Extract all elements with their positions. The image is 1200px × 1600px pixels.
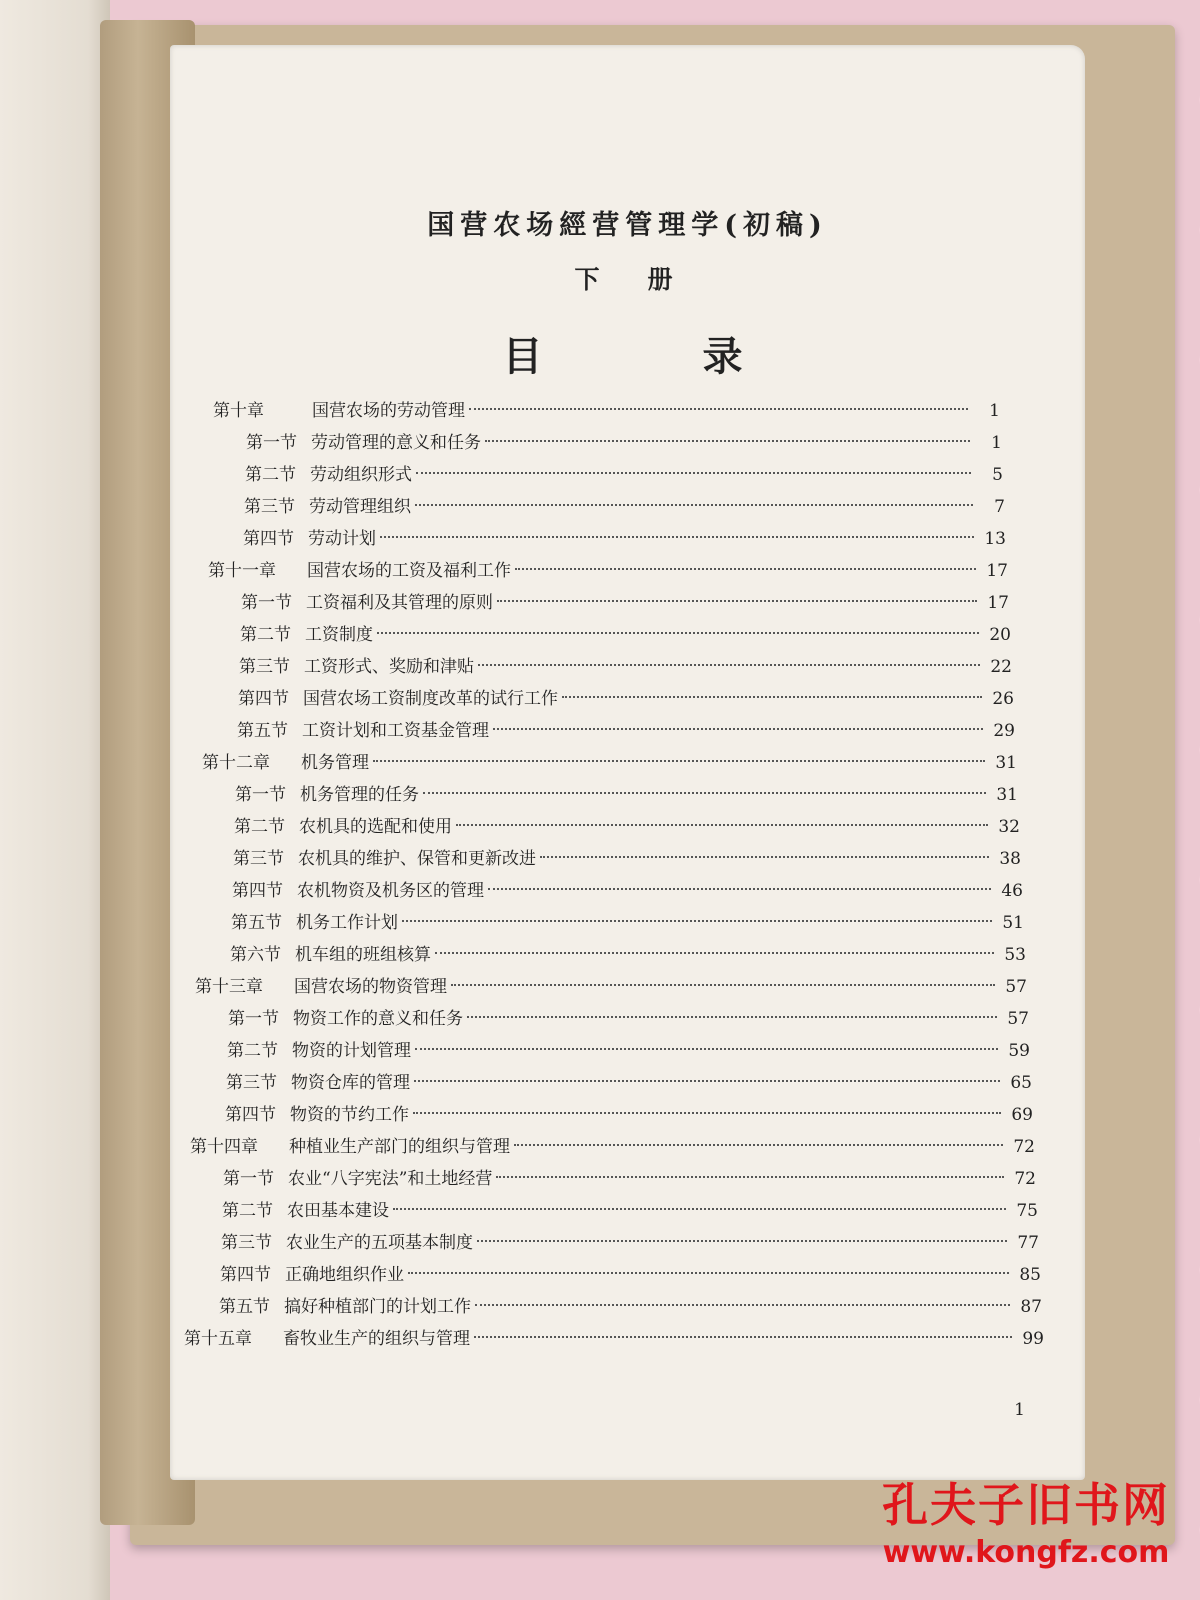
dot-leader xyxy=(485,440,970,442)
toc-entry-label: 第三节 xyxy=(244,497,295,517)
toc-entry-title: 正确地组织作业 xyxy=(285,1265,404,1285)
dot-leader xyxy=(456,824,988,826)
toc-entry-label: 第五节 xyxy=(237,721,288,741)
toc-entry-page: 53 xyxy=(1004,945,1026,965)
toc-entry-title: 工资福利及其管理的原则 xyxy=(306,593,493,613)
toc-chapter-row xyxy=(198,555,1008,587)
toc-section-row xyxy=(196,619,1011,651)
toc-entry-page: 87 xyxy=(1020,1297,1042,1317)
volume-label: 下册 xyxy=(574,265,721,294)
toc-entry-label: 第六节 xyxy=(230,945,281,965)
left-facing-page xyxy=(0,0,110,1600)
toc-section-row xyxy=(195,651,1012,683)
toc-entry-page: 20 xyxy=(989,625,1011,645)
toc-section-row xyxy=(175,1291,1042,1323)
toc-entry-label: 第一节 xyxy=(241,593,292,613)
dot-leader xyxy=(493,728,983,730)
toc-entry-label: 第二节 xyxy=(234,817,285,837)
toc-entry-title: 国营农场的工资及福利工作 xyxy=(307,561,511,581)
toc-entry-page: 1 xyxy=(989,401,1000,421)
toc-entry-label: 第一节 xyxy=(228,1009,279,1029)
toc-entry-label: 第四节 xyxy=(243,529,294,549)
toc-entry-label: 第一节 xyxy=(223,1169,274,1189)
dot-leader xyxy=(477,1240,1007,1242)
dot-leader xyxy=(408,1272,1009,1274)
toc-entry-label: 第四节 xyxy=(220,1265,271,1285)
watermark-name: 孔夫子旧书网 xyxy=(882,1478,1170,1532)
dot-leader xyxy=(415,504,973,506)
toc-entry-title: 农业“八字宪法”和土地经营 xyxy=(288,1169,493,1189)
dot-leader xyxy=(467,1016,997,1018)
toc-entry-title: 劳动计划 xyxy=(308,529,376,549)
dot-leader xyxy=(469,408,968,410)
toc-entry-title: 农机具的维护、保管和更新改进 xyxy=(298,849,536,869)
dot-leader xyxy=(402,920,992,922)
toc-entry-page: 57 xyxy=(1005,977,1027,997)
toc-entry-title: 劳动组织形式 xyxy=(310,465,412,485)
toc-section-row xyxy=(193,715,1015,747)
toc-entry-label: 第二节 xyxy=(227,1041,278,1061)
toc-entry-title: 工资形式、奖励和津贴 xyxy=(304,657,474,677)
toc-section-row xyxy=(190,811,1020,843)
toc-section-row xyxy=(183,1035,1030,1067)
table-of-contents xyxy=(175,395,1045,1355)
toc-entry-label: 第一节 xyxy=(235,785,286,805)
dot-leader xyxy=(474,1336,1012,1338)
toc-entry-label: 第三节 xyxy=(221,1233,272,1253)
toc-section-row xyxy=(181,1099,1033,1131)
toc-entry-page: 65 xyxy=(1010,1073,1032,1093)
toc-entry-title: 物资仓库的管理 xyxy=(291,1073,410,1093)
dot-leader xyxy=(475,1304,1010,1306)
toc-entry-label: 第一节 xyxy=(246,433,297,453)
toc-entry-page: 77 xyxy=(1017,1233,1039,1253)
toc-entry-title: 劳动管理组织 xyxy=(309,497,411,517)
toc-entry-label: 第十四章 xyxy=(190,1137,258,1157)
dot-leader xyxy=(414,1080,1000,1082)
toc-section-row xyxy=(176,1259,1041,1291)
toc-entry-label: 第四节 xyxy=(225,1105,276,1125)
toc-entry-label: 第十三章 xyxy=(195,977,263,997)
toc-entry-title: 机车组的班组核算 xyxy=(295,945,431,965)
toc-section-row xyxy=(182,1067,1032,1099)
toc-section-row xyxy=(179,1163,1036,1195)
toc-entry-title: 机务管理 xyxy=(301,753,369,773)
book-page xyxy=(170,45,1085,1480)
watermark-logo xyxy=(882,1469,1170,1570)
toc-entry-page: 17 xyxy=(987,593,1009,613)
dot-leader xyxy=(514,1144,1003,1146)
toc-entry-title: 国营农场的物资管理 xyxy=(294,977,447,997)
toc-entry-label: 第十章 xyxy=(213,401,264,421)
toc-section-row xyxy=(191,779,1018,811)
toc-entry-label: 第五节 xyxy=(219,1297,270,1317)
page-number: 1 xyxy=(1014,1400,1025,1420)
toc-section-row xyxy=(201,459,1003,491)
toc-entry-title: 工资制度 xyxy=(305,625,373,645)
toc-section-row xyxy=(194,683,1014,715)
toc-entry-page: 59 xyxy=(1008,1041,1030,1061)
toc-entry-label: 第三节 xyxy=(233,849,284,869)
toc-entry-title: 搞好种植部门的计划工作 xyxy=(284,1297,471,1317)
toc-entry-title: 畜牧业生产的组织与管理 xyxy=(283,1329,470,1349)
dot-leader xyxy=(497,600,977,602)
toc-entry-label: 第四节 xyxy=(238,689,289,709)
toc-entry-page: 1 xyxy=(991,433,1002,453)
toc-entry-title: 农机物资及机务区的管理 xyxy=(297,881,484,901)
toc-entry-label: 第二节 xyxy=(245,465,296,485)
toc-entry-title: 物资的计划管理 xyxy=(292,1041,411,1061)
toc-section-row xyxy=(186,939,1026,971)
toc-entry-page: 17 xyxy=(986,561,1008,581)
toc-entry-label: 第三节 xyxy=(239,657,290,677)
toc-section-row xyxy=(189,843,1021,875)
toc-entry-title: 农业生产的五项基本制度 xyxy=(286,1233,473,1253)
toc-entry-title: 国营农场工资制度改革的试行工作 xyxy=(303,689,558,709)
toc-entry-label: 第五节 xyxy=(231,913,282,933)
toc-entry-label: 第十五章 xyxy=(184,1329,252,1349)
toc-chapter-row xyxy=(192,747,1017,779)
toc-entry-title: 种植业生产部门的组织与管理 xyxy=(289,1137,510,1157)
toc-entry-label: 第三节 xyxy=(226,1073,277,1093)
toc-entry-title: 物资的节约工作 xyxy=(290,1105,409,1125)
toc-entry-page: 26 xyxy=(992,689,1014,709)
toc-entry-page: 31 xyxy=(996,785,1018,805)
toc-entry-page: 72 xyxy=(1014,1169,1036,1189)
toc-entry-page: 13 xyxy=(984,529,1006,549)
toc-entry-page: 99 xyxy=(1022,1329,1044,1349)
dot-leader xyxy=(377,632,979,634)
toc-entry-page: 85 xyxy=(1019,1265,1041,1285)
toc-entry-title: 农田基本建设 xyxy=(287,1201,389,1221)
watermark-url: www.kongfz.com xyxy=(882,1535,1170,1570)
toc-entry-page: 72 xyxy=(1013,1137,1035,1157)
dot-leader xyxy=(373,760,985,762)
toc-entry-page: 7 xyxy=(994,497,1005,517)
toc-entry-page: 22 xyxy=(990,657,1012,677)
toc-entry-page: 31 xyxy=(995,753,1017,773)
toc-entry-title: 农机具的选配和使用 xyxy=(299,817,452,837)
toc-entry-title: 机务工作计划 xyxy=(296,913,398,933)
dot-leader xyxy=(393,1208,1006,1210)
toc-chapter-row xyxy=(203,395,1000,427)
toc-entry-title: 物资工作的意义和任务 xyxy=(293,1009,463,1029)
toc-section-row xyxy=(184,1003,1029,1035)
dot-leader xyxy=(416,472,971,474)
toc-entry-page: 75 xyxy=(1016,1201,1038,1221)
dot-leader xyxy=(423,792,986,794)
dot-leader xyxy=(496,1176,1004,1178)
toc-section-row xyxy=(200,491,1005,523)
toc-entry-page: 5 xyxy=(992,465,1003,485)
book-title: 国营农场經营管理学(初稿) xyxy=(427,210,828,241)
toc-section-row xyxy=(177,1227,1039,1259)
toc-section-row xyxy=(187,907,1024,939)
toc-entry-page: 57 xyxy=(1007,1009,1029,1029)
toc-entry-label: 第十一章 xyxy=(208,561,276,581)
toc-chapter-row xyxy=(185,971,1027,1003)
dot-leader xyxy=(478,664,980,666)
toc-entry-page: 46 xyxy=(1001,881,1023,901)
toc-section-row xyxy=(199,523,1006,555)
dot-leader xyxy=(380,536,974,538)
toc-section-row xyxy=(202,427,1002,459)
dot-leader xyxy=(415,1048,998,1050)
toc-section-row xyxy=(197,587,1009,619)
dot-leader xyxy=(540,856,989,858)
toc-entry-label: 第十二章 xyxy=(202,753,270,773)
toc-entry-label: 第二节 xyxy=(240,625,291,645)
dot-leader xyxy=(413,1112,1001,1114)
toc-heading: 目录 xyxy=(502,334,903,380)
dot-leader xyxy=(515,568,976,570)
toc-chapter-row xyxy=(180,1131,1035,1163)
toc-entry-page: 51 xyxy=(1002,913,1024,933)
dot-leader xyxy=(562,696,982,698)
dot-leader xyxy=(435,952,994,954)
toc-entry-page: 69 xyxy=(1011,1105,1033,1125)
toc-entry-title: 机务管理的任务 xyxy=(300,785,419,805)
toc-entry-title: 工资计划和工资基金管理 xyxy=(302,721,489,741)
toc-entry-label: 第四节 xyxy=(232,881,283,901)
toc-chapter-row xyxy=(174,1323,1044,1355)
toc-entry-page: 29 xyxy=(993,721,1015,741)
toc-entry-title: 劳动管理的意义和任务 xyxy=(311,433,481,453)
toc-section-row xyxy=(178,1195,1038,1227)
toc-entry-page: 32 xyxy=(998,817,1020,837)
dot-leader xyxy=(451,984,995,986)
toc-entry-title: 国营农场的劳动管理 xyxy=(312,401,465,421)
toc-entry-label: 第二节 xyxy=(222,1201,273,1221)
dot-leader xyxy=(488,888,991,890)
toc-section-row xyxy=(188,875,1023,907)
toc-entry-page: 38 xyxy=(999,849,1021,869)
